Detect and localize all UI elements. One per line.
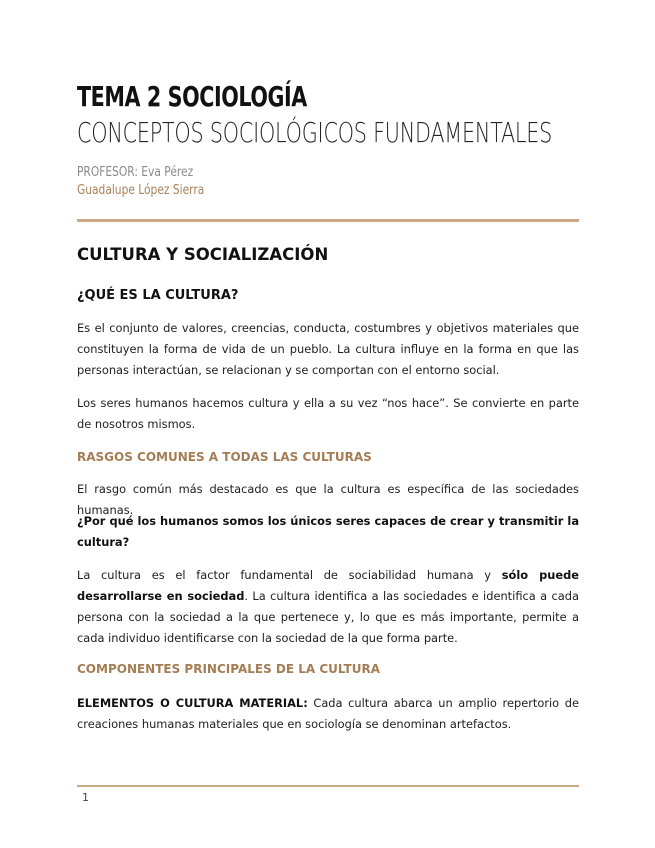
section-title: CULTURA Y SOCIALIZACIÓN (77, 245, 329, 264)
heading-componentes: COMPONENTES PRINCIPALES DE LA CULTURA (77, 662, 381, 676)
author-line: Guadalupe López Sierra (77, 183, 205, 198)
para5-bold: ELEMENTOS O CULTURA MATERIAL: (77, 696, 308, 710)
paragraph-cultura-material (77, 693, 579, 735)
paragraph-sociabilidad (77, 565, 579, 649)
heading-rasgos: RASGOS COMUNES A TODAS LAS CULTURAS (77, 450, 372, 464)
paragraph-definition: Es el conjunto de valores, creencias, conducta, costumbres y objetivos materiales que constituyen la forma de vida de un pueblo. La cultura influye en la forma en que las personas interactúan, se relacionan y se comportan con el entorno social. (77, 321, 579, 377)
para4-bold: sólo puede desarrollarse en sociedad (77, 568, 579, 603)
paragraph-question (77, 511, 579, 553)
paragraph-nos-hace: Los seres humanos hacemos cultura y ella a su vez “nos hace”. Se convierte en parte de nosotros mismos. (77, 396, 579, 431)
page-number: 1 (82, 791, 89, 804)
document-subtitle: CONCEPTOS SOCIOLÓGICOS FUNDAMENTALES (77, 116, 553, 149)
document-title: TEMA 2 SOCIOLOGÍA (77, 80, 307, 113)
paragraph-rasgo-comun: El rasgo común más destacado es que la cultura es específica de las sociedades humanas. (77, 482, 579, 517)
para4-end: . La cultura identifica a las sociedades e identifica a cada persona con la sociedad a la que pertenece y, lo que es más importante, permite a cada individuo identificarse con la sociedad de la que forma parte. (77, 589, 579, 645)
footer-divider (77, 785, 579, 787)
para5-rest: Cada cultura abarca un amplio repertorio de creaciones humanas materiales que en sociología se denominan artefactos. (77, 696, 579, 731)
para4-start: La cultura es el factor fundamental de sociabilidad humana y (77, 568, 502, 582)
professor-line: PROFESOR: Eva Pérez (77, 165, 194, 180)
question-text: ¿Por qué los humanos somos los únicos seres capaces de crear y transmitir la cultura? (77, 514, 579, 549)
header-divider (77, 219, 579, 222)
section-subtitle: ¿QUÉ ES LA CULTURA? (77, 288, 239, 303)
